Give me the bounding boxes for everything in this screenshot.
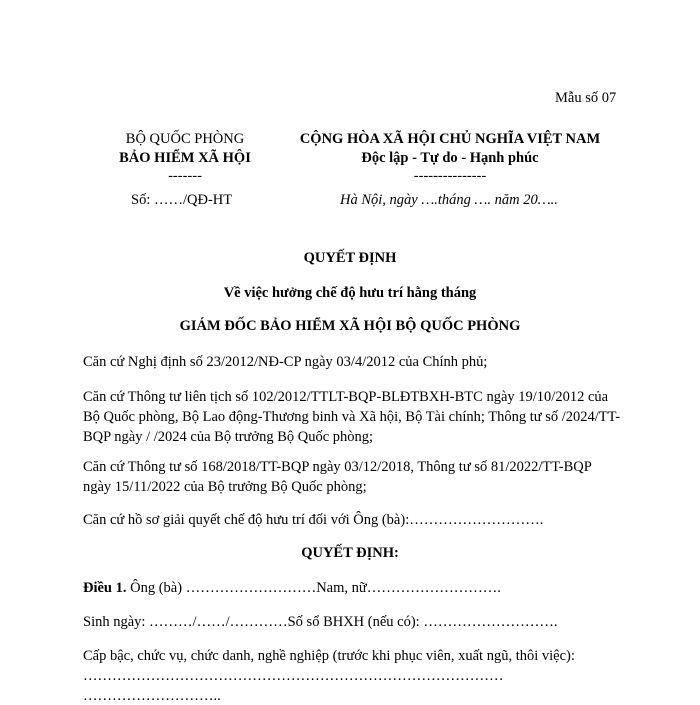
document-number: Số: ……/QĐ-HT xyxy=(131,192,233,208)
basis-paragraph: Căn cứ Thông tư số 168/2018/TT-BQP ngày 03/12/2018, Thông tư số 81/2022/TT-BQP ngày 15/11/2022 của Bộ trưởng Bộ Quốc phòng; xyxy=(83,459,592,495)
article-1-label: Điều 1. xyxy=(83,580,127,596)
form-number: Mẫu số 07 xyxy=(555,90,617,106)
dotted-line: ……………………….. xyxy=(83,688,221,704)
decision-heading: QUYẾT ĐỊNH: xyxy=(301,545,399,561)
dotted-line: …………………………………………………………………………… xyxy=(83,668,504,684)
header-left-divider: ------- xyxy=(168,168,202,184)
rank-line: Cấp bậc, chức vụ, chức danh, nghề nghiệp (trước khi phục viên, xuất ngũ, thôi việc): xyxy=(83,648,575,664)
header-left xyxy=(100,130,270,184)
ministry-name: BỘ QUỐC PHÒNG xyxy=(125,131,245,147)
article-1-text: Ông (bà) ………………………Nam, nữ………………………. xyxy=(126,580,501,596)
header-right xyxy=(290,130,610,184)
basis-paragraph: Căn cứ Thông tư liên tịch số 102/2012/TTLT-BQP-BLĐTBXH-BTC ngày 19/10/2012 của Bộ Quốc phòng, Bộ Lao động-Thương binh và Xã hội, Bộ Tài chính; Thông tư số /2024/TT-BQP ngày / /2024 của Bộ trưởng Bộ Quốc phòng; xyxy=(83,389,621,445)
issuing-authority: GIÁM ĐỐC BẢO HIỂM XÃ HỘI BỘ QUỐC PHÒNG xyxy=(179,318,521,334)
agency-name: BẢO HIỂM XÃ HỘI xyxy=(119,150,251,166)
nation-name: CỘNG HÒA XÃ HỘI CHỦ NGHĨA VIỆT NAM xyxy=(299,131,601,147)
article-1 xyxy=(83,580,501,597)
birth-line: Sinh ngày: ………/……/…………Số sổ BHXH (nếu có): ………………………. xyxy=(83,614,558,630)
header-right-divider: --------------- xyxy=(413,168,487,184)
basis-paragraph: Căn cứ Nghị định số 23/2012/NĐ-CP ngày 03/4/2012 của Chính phủ; xyxy=(83,354,488,370)
document-title: QUYẾT ĐỊNH xyxy=(303,250,397,266)
national-motto: Độc lập - Tự do - Hạnh phúc xyxy=(361,150,539,166)
basis-paragraph: Căn cứ hồ sơ giải quyết chế độ hưu trí đối với Ông (bà):………………………. xyxy=(83,512,544,528)
place-date: Hà Nội, ngày ….tháng …. năm 20….. xyxy=(340,192,558,208)
document-subject: Về việc hưởng chế độ hưu trí hằng tháng xyxy=(223,285,477,301)
